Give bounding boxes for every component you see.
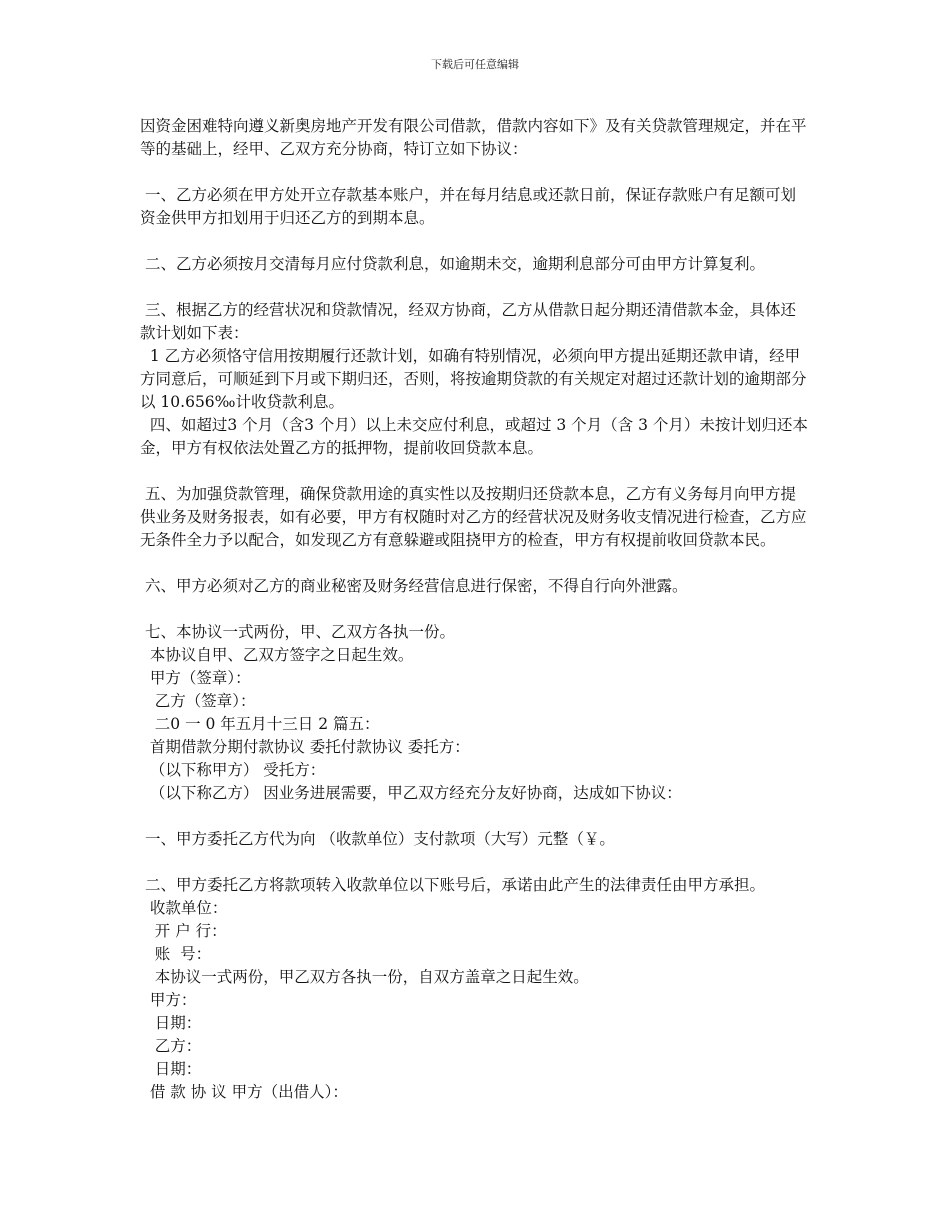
- paragraph: 甲方（签章）：: [140, 669, 251, 687]
- paragraph: 二、乙方必须按月交清每月应付贷款利息，如逾期未交，逾期利息部分可由甲方计算复利。: [140, 255, 765, 273]
- paragraph: 本协议自甲、乙双方签字之日起生效。: [140, 646, 414, 664]
- paragraph: 首期借款分期付款协议 委托付款协议 委托方：: [140, 738, 470, 756]
- paragraph: （以下称乙方） 因业务进展需要，甲乙双方经充分友好协商，达成如下协议：: [140, 784, 682, 802]
- paragraph: 四、如超过3 个月（含3 个月）以上未交应付利息，或超过 3 个月（含 3 个月）未按计划归还本金，甲方有权依法处置乙方的抵押物，提前收回贷款本息。: [140, 416, 808, 457]
- paragraph: 1 乙方必须恪守信用按期履行还款计划，如确有特别情况，必须向甲方提出延期还款申请，经甲方同意后，可顺延到下月或下期归还，否则，将按逾期贷款的有关规定对超过还款计划的逾期部分以 10.656‰计收贷款利息。: [140, 347, 807, 411]
- paragraph-gap: [140, 276, 810, 299]
- paragraph-gap: [140, 805, 810, 828]
- paragraph: 账 号：: [140, 945, 212, 963]
- paragraph: 甲方：: [140, 991, 197, 1009]
- paragraph: 七、本协议一式两份，甲、乙双方各执一份。: [140, 623, 455, 641]
- paragraph: 一、甲方委托乙方代为向 （收款单位）支付款项（大写）元整（￥。: [140, 830, 615, 848]
- paragraph-gap: [140, 552, 810, 575]
- paragraph: 本协议一式两份，甲乙双方各执一份，自双方盖章之日起生效。: [140, 968, 589, 986]
- paragraph-gap: [140, 460, 810, 483]
- paragraph: 乙方：: [140, 1037, 202, 1055]
- paragraph: 乙方（签章）：: [140, 692, 256, 710]
- paragraph: 收款单位：: [140, 899, 228, 917]
- paragraph: 一、乙方必须在甲方处开立存款基本账户，并在每月结息或还款日前，保证存款账户有足额可划资金供甲方扣划用于归还乙方的到期本息。: [140, 186, 796, 227]
- paragraph-gap: [140, 161, 810, 184]
- paragraph-gap: [140, 230, 810, 253]
- document-body: [140, 115, 810, 1104]
- paragraph-gap: [140, 598, 810, 621]
- paragraph: 日期：: [140, 1014, 202, 1032]
- paragraph: 三、根据乙方的经营状况和贷款情况，经双方协商，乙方从借款日起分期还清借款本金，具体还款计划如下表：: [140, 301, 796, 342]
- paragraph: 日期：: [140, 1060, 202, 1078]
- paragraph: 借 款 协 议 甲方（出借人）：: [140, 1083, 348, 1101]
- paragraph: 因资金困难特向遵义新奥房地产开发有限公司借款，借款内容如下》及有关贷款管理规定，并在平等的基础上，经甲、乙双方充分协商，特订立如下协议：: [140, 117, 807, 158]
- paragraph: 二、甲方委托乙方将款项转入收款单位以下账号后，承诺由此产生的法律责任由甲方承担。: [140, 876, 765, 894]
- paragraph: 二0 一 0 年五月十三日 2 篇五：: [140, 715, 380, 733]
- paragraph-gap: [140, 851, 810, 874]
- paragraph: （以下称甲方） 受托方：: [140, 761, 326, 779]
- page-header: 下载后可任意编辑: [431, 58, 519, 71]
- paragraph: 六、甲方必须对乙方的商业秘密及财务经营信息进行保密，不得自行向外泄露。: [140, 577, 688, 595]
- paragraph: 五、为加强贷款管理，确保贷款用途的真实性以及按期归还贷款本息，乙方有义务每月向甲方提供业务及财务报表，如有必要，甲方有权随时对乙方的经营状况及财务收支情况进行检查，乙方应无条件全力予以配合，如发现乙方有意躲避或阻挠甲方的检查，甲方有权提前收回贷款本民。: [140, 485, 807, 549]
- paragraph: 开 户 行：: [140, 922, 227, 940]
